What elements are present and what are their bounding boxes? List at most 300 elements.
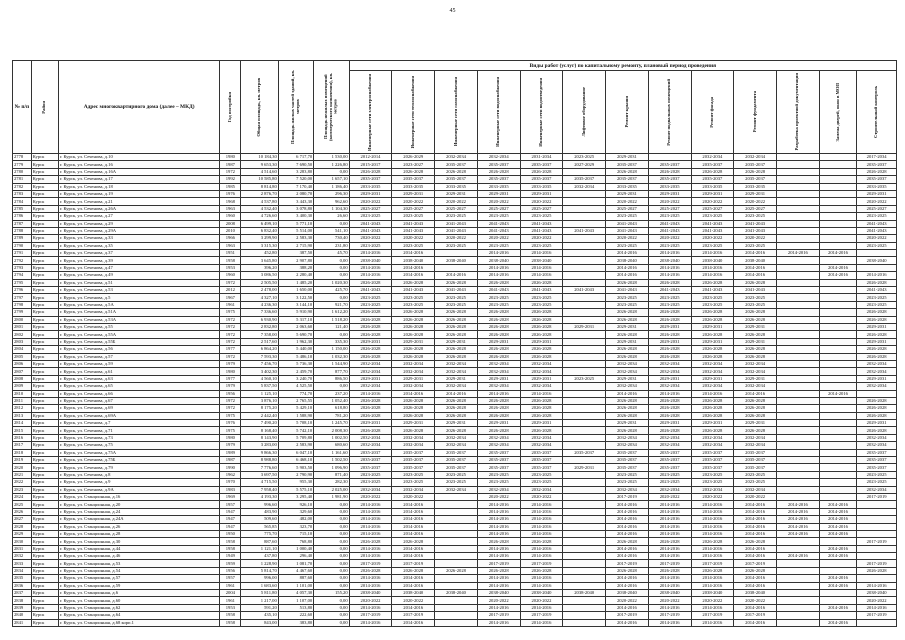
cell-total-area: 7 336,60 — [241, 309, 279, 316]
cell-nonliving-area: 0,00 — [314, 619, 349, 626]
cell-work-period: 2014-2016 — [734, 604, 777, 611]
cell-work-period — [776, 582, 819, 589]
cell-work-period: 2026-2028 — [691, 538, 734, 545]
cell-work-period: 2014-2016 — [520, 575, 563, 582]
cell-nonliving-area: 0,00 — [314, 220, 349, 227]
cell-work-period: 2023-2025 — [392, 294, 435, 301]
cell-work-period: 2032-2034 — [648, 383, 691, 390]
cell-year: 1967 — [220, 294, 241, 301]
cell-district: Курск — [31, 405, 58, 412]
cell-total-area: 775,70 — [241, 530, 279, 537]
cell-work-period: 2023-2025 — [477, 471, 520, 478]
cell-living-area: 5 317,10 — [278, 316, 313, 323]
cell-work-period: 2014-2016 — [349, 523, 392, 530]
cell-district: Курск — [31, 590, 58, 597]
cell-nonliving-area: 2 008,30 — [314, 427, 349, 434]
cell-work-period — [776, 264, 819, 271]
cell-nonliving-area: 231,80 — [314, 242, 349, 249]
cell-work-period: 2014-2016 — [477, 272, 520, 279]
cell-work-period: 2035-2037 — [734, 161, 777, 168]
cell-work-period: 2041-2043 — [349, 220, 392, 227]
cell-work-period — [776, 205, 819, 212]
cell-work-period: 2041-2043 — [392, 227, 435, 234]
cell-work-period: 2032-2034 — [734, 486, 777, 493]
cell-work-period: 2029-2031 — [520, 375, 563, 382]
cell-work-period: 2026-2028 — [648, 567, 691, 574]
cell-work-period: 2026-2028 — [520, 316, 563, 323]
cell-address: г. Курск, ул. Сеченова, д.10 — [58, 154, 220, 161]
cell-work-period — [776, 272, 819, 279]
cell-num: 2815 — [13, 427, 32, 434]
table-row — [13, 567, 897, 574]
cell-work-period: 2017-2019 — [606, 560, 649, 567]
cell-work-period: 2038-2040 — [734, 257, 777, 264]
cell-work-period: 2014-2016 — [520, 530, 563, 537]
cell-work-period — [776, 190, 819, 197]
cell-work-period: 2014-2016 — [392, 604, 435, 611]
cell-work-period — [819, 161, 857, 168]
cell-work-period: 2026-2028 — [349, 331, 392, 338]
cell-address: г. Курск, ул. Сеченова, д.65 — [58, 383, 220, 390]
cell-total-area: 4 514,60 — [241, 168, 279, 175]
cell-work-period — [435, 582, 478, 589]
cell-work-period — [563, 220, 606, 227]
cell-work-period: 2026-2028 — [435, 168, 478, 175]
cell-work-period: 2029-2031 — [857, 420, 897, 427]
cell-district: Курск — [31, 530, 58, 537]
cell-work-period: 2023-2027 — [392, 161, 435, 168]
cell-work-period — [776, 161, 819, 168]
cell-work-period: 2014-2016 — [349, 530, 392, 537]
cell-nonliving-area: 0,00 — [314, 383, 349, 390]
cell-work-period: 2014-2016 — [691, 250, 734, 257]
cell-work-period: 2014-2016 — [819, 250, 857, 257]
cell-work-period: 2026-2028 — [857, 279, 897, 286]
cell-district: Курск — [31, 287, 58, 294]
cell-work-period: 2014-2016 — [857, 272, 897, 279]
cell-work-period — [563, 575, 606, 582]
cell-work-period: 2033-2035 — [477, 183, 520, 190]
cell-year: 1957 — [220, 501, 241, 508]
cell-work-period: 2032-2034 — [691, 486, 734, 493]
cell-work-period — [819, 412, 857, 419]
cell-work-period — [563, 612, 606, 619]
cell-total-area: 887,60 — [241, 538, 279, 545]
cell-work-period: 2023-2025 — [435, 479, 478, 486]
cell-work-period: 2032-2034 — [435, 442, 478, 449]
cell-address: г. Курск, ул. Сеченова, д.47 — [58, 264, 220, 271]
cell-work-period: 2026-2028 — [606, 309, 649, 316]
cell-work-period: 2026-2028 — [734, 331, 777, 338]
cell-work-period — [776, 405, 819, 412]
cell-num: 2829 — [13, 530, 32, 537]
cell-work-period: 2015-2017 — [349, 161, 392, 168]
cell-num: 2801 — [13, 323, 32, 330]
cell-living-area: 1 101,00 — [278, 582, 313, 589]
cell-district: Курск — [31, 545, 58, 552]
cell-work-period: 2023-2025 — [606, 294, 649, 301]
cell-work-period: 2014-2016 — [392, 501, 435, 508]
cell-living-area: 3 443,30 — [278, 198, 313, 205]
cell-nonliving-area: 296,30 — [314, 190, 349, 197]
cell-work-period: 2026-2028 — [734, 427, 777, 434]
cell-work-period: 2014-2016 — [606, 501, 649, 508]
capital-repair-schedule-table — [12, 60, 897, 627]
col-header-work-0: Инженерные сети электроснабжения — [349, 71, 392, 154]
cell-district: Курск — [31, 168, 58, 175]
table-row — [13, 553, 897, 560]
col-header-works-group: Виды работ (услуг) по капитальному ремонту, плановый период проведения — [349, 61, 896, 71]
cell-district: Курск — [31, 264, 58, 271]
cell-work-period: 2041-2043 — [691, 220, 734, 227]
cell-work-period: 2026-2028 — [477, 427, 520, 434]
cell-work-period: 2023-2025 — [520, 242, 563, 249]
cell-work-period: 2014-2016 — [819, 553, 857, 560]
cell-year: 1947 — [220, 523, 241, 530]
cell-work-period: 2026-2028 — [606, 353, 649, 360]
cell-nonliving-area: 1 002,50 — [314, 434, 349, 441]
cell-work-period: 2029-2031 — [648, 375, 691, 382]
cell-work-period: 2020-2022 — [477, 493, 520, 500]
cell-work-period: 2026-2028 — [520, 279, 563, 286]
cell-work-period: 2029-2031 — [477, 375, 520, 382]
cell-work-period: 2026-2028 — [691, 405, 734, 412]
cell-work-period: 2035-2037 — [606, 457, 649, 464]
cell-work-period — [857, 501, 897, 508]
cell-num: 2840 — [13, 612, 32, 619]
cell-nonliving-area: 45,70 — [314, 250, 349, 257]
cell-work-period — [435, 538, 478, 545]
cell-work-period — [819, 612, 857, 619]
cell-work-period: 2014-2016 — [392, 516, 435, 523]
cell-work-period: 2020-2022 — [435, 235, 478, 242]
cell-nonliving-area: 1 530,00 — [314, 154, 349, 161]
cell-address: г. Курск, ул. Сеченова, д.17 — [58, 176, 220, 183]
cell-work-period: 2014-2016 — [734, 264, 777, 271]
cell-work-period — [563, 397, 606, 404]
cell-work-period: 2032-2034 — [349, 383, 392, 390]
cell-district: Курск — [31, 220, 58, 227]
cell-work-period: 2035-2037 — [392, 176, 435, 183]
cell-work-period: 2014-2016 — [819, 575, 857, 582]
cell-work-period — [563, 457, 606, 464]
table-row — [13, 545, 897, 552]
table-row — [13, 464, 897, 471]
cell-work-period: 2032-2034 — [648, 442, 691, 449]
cell-work-period: 2025-2027 — [477, 205, 520, 212]
cell-num: 2802 — [13, 331, 32, 338]
cell-work-period: 2032-2034 — [857, 434, 897, 441]
cell-year: 1977 — [220, 346, 241, 353]
col-header-work-11: Замена дверей, окон в МОП — [819, 71, 857, 154]
cell-num: 2806 — [13, 360, 32, 367]
cell-work-period: 2023-2025 — [734, 213, 777, 220]
cell-work-period: 2035-2037 — [477, 464, 520, 471]
cell-work-period: 2026-2028 — [648, 412, 691, 419]
cell-work-period: 2014-2016 — [819, 390, 857, 397]
cell-work-period — [563, 604, 606, 611]
cell-year: 1953 — [220, 264, 241, 271]
cell-work-period: 2014-2016 — [648, 575, 691, 582]
cell-work-period — [776, 538, 819, 545]
cell-address: г. Курск, ул. Сеченова, д.51 — [58, 279, 220, 286]
cell-year: 1961 — [220, 597, 241, 604]
cell-living-area: 774,70 — [278, 390, 313, 397]
cell-work-period: 2020-2022 — [520, 235, 563, 242]
cell-year: 1985 — [220, 183, 241, 190]
cell-work-period: 2026-2028 — [734, 309, 777, 316]
cell-work-period: 2026-2028 — [392, 353, 435, 360]
cell-work-period: 2014-2016 — [477, 250, 520, 257]
cell-nonliving-area: 237,20 — [314, 390, 349, 397]
cell-address: г. Курск, ул. Станционная, д.24 — [58, 508, 220, 515]
cell-num: 2781 — [13, 176, 32, 183]
cell-work-period: 2026-2028 — [734, 567, 777, 574]
cell-work-period: 2029-2031 — [520, 190, 563, 197]
cell-work-period: 2041-2043 — [691, 287, 734, 294]
cell-num: 2800 — [13, 316, 32, 323]
cell-work-period: 2023-2025 — [435, 471, 478, 478]
cell-total-area: 4 537,80 — [241, 198, 279, 205]
cell-total-area: 2 505,50 — [241, 279, 279, 286]
cell-district: Курск — [31, 523, 58, 530]
cell-work-period: 2023-2025 — [349, 479, 392, 486]
cell-work-period: 2020-2022 — [477, 235, 520, 242]
cell-work-period: 2035-2037 — [648, 161, 691, 168]
cell-district: Курск — [31, 449, 58, 456]
cell-living-area: 4 525,50 — [278, 383, 313, 390]
cell-work-period: 2032-2034 — [435, 360, 478, 367]
cell-work-period: 2014-2016 — [477, 516, 520, 523]
cell-address: г. Курск, ул. Сеченова, д.26А — [58, 205, 220, 212]
cell-work-period: 2023-2025 — [435, 213, 478, 220]
cell-year: 1966 — [220, 235, 241, 242]
cell-living-area: 1 650,00 — [278, 287, 313, 294]
cell-work-period: 2026-2028 — [606, 346, 649, 353]
cell-work-period — [563, 523, 606, 530]
cell-work-period: 2014-2016 — [520, 501, 563, 508]
cell-work-period: 2026-2028 — [648, 316, 691, 323]
cell-work-period: 2033-2035 — [691, 183, 734, 190]
cell-work-period: 2014-2016 — [819, 501, 857, 508]
cell-work-period — [776, 242, 819, 249]
table-row — [13, 161, 897, 168]
cell-work-period: 2012-2014 — [349, 154, 392, 161]
cell-work-period: 2026-2028 — [435, 316, 478, 323]
cell-nonliving-area: 1 518,20 — [314, 316, 349, 323]
table-row — [13, 198, 897, 205]
cell-work-period: 2029-2031 — [349, 375, 392, 382]
cell-address: г. Курск, ул. Сеченова, д.49 — [58, 272, 220, 279]
cell-work-period: 2029-2031 — [691, 190, 734, 197]
cell-work-period: 2026-2028 — [349, 412, 392, 419]
cell-num: 2797 — [13, 294, 32, 301]
cell-work-period — [563, 501, 606, 508]
cell-work-period: 2032-2034 — [477, 360, 520, 367]
cell-district: Курск — [31, 619, 58, 626]
cell-work-period — [776, 479, 819, 486]
cell-living-area: 1 962,30 — [278, 338, 313, 345]
cell-work-period: 2032-2034 — [606, 486, 649, 493]
cell-work-period — [435, 619, 478, 626]
cell-address: г. Курск, ул. Станционная, д.26 — [58, 523, 220, 530]
cell-work-period: 2035-2037 — [435, 457, 478, 464]
cell-work-period: 2014-2016 — [691, 619, 734, 626]
cell-year: 1970 — [220, 479, 241, 486]
cell-num: 2838 — [13, 597, 32, 604]
cell-nonliving-area: 618,80 — [314, 405, 349, 412]
col-header-work-3: Инженерные сети водоснабжения — [477, 71, 520, 154]
cell-total-area: 452,80 — [241, 250, 279, 257]
cell-work-period — [857, 516, 897, 523]
cell-work-period: 2014-2016 — [349, 604, 392, 611]
cell-work-period: 2014-2016 — [606, 516, 649, 523]
cell-district: Курск — [31, 338, 58, 345]
cell-work-period: 2029-2031 — [857, 338, 897, 345]
cell-work-period: 2041-2043 — [734, 287, 777, 294]
cell-work-period: 2014-2016 — [691, 575, 734, 582]
cell-work-period: 2023-2025 — [520, 301, 563, 308]
cell-work-period — [819, 368, 857, 375]
cell-work-period: 2035-2037 — [648, 176, 691, 183]
cell-work-period: 2023-2025 — [392, 301, 435, 308]
cell-work-period — [776, 545, 819, 552]
cell-work-period: 2035-2037 — [606, 161, 649, 168]
cell-address: г. Курск, ул. Станционная, д.60 — [58, 597, 220, 604]
cell-work-period: 2014-2016 — [606, 553, 649, 560]
cell-work-period: 2023-2025 — [392, 471, 435, 478]
cell-work-period: 2014-2016 — [691, 523, 734, 530]
cell-address: г. Курск, ул. Станционная, д.6 — [58, 590, 220, 597]
cell-work-period: 2014-2016 — [477, 264, 520, 271]
cell-work-period: 2017-2019 — [520, 560, 563, 567]
cell-work-period: 2026-2028 — [349, 397, 392, 404]
cell-living-area: 2 790,90 — [278, 471, 313, 478]
cell-work-period — [819, 464, 857, 471]
cell-nonliving-area: 871,40 — [314, 471, 349, 478]
cell-nonliving-area: 1 502,50 — [314, 457, 349, 464]
cell-address: г. Курск, ул. Сеченова, д.69 — [58, 405, 220, 412]
cell-district: Курск — [31, 604, 58, 611]
cell-num: 2782 — [13, 183, 32, 190]
cell-work-period — [776, 346, 819, 353]
cell-address: г. Курск, ул. Сеченова, д.16А — [58, 168, 220, 175]
cell-work-period — [819, 590, 857, 597]
cell-year: 1987 — [220, 457, 241, 464]
cell-year: 1958 — [220, 545, 241, 552]
cell-work-period: 2041-2043 — [435, 287, 478, 294]
cell-work-period: 2026-2028 — [349, 279, 392, 286]
cell-work-period: 2014-2016 — [435, 390, 478, 397]
cell-address: г. Курск, ул. Сеченова, д.73 — [58, 434, 220, 441]
cell-work-period — [857, 523, 897, 530]
cell-work-period: 2026-2028 — [606, 567, 649, 574]
cell-work-period: 2023-2025 — [734, 479, 777, 486]
cell-work-period — [435, 530, 478, 537]
cell-work-period: 2032-2034 — [392, 442, 435, 449]
cell-work-period: 2020-2022 — [691, 235, 734, 242]
cell-work-period: 2026-2028 — [520, 427, 563, 434]
cell-work-period — [776, 227, 819, 234]
cell-work-period: 2032-2034 — [520, 368, 563, 375]
cell-nonliving-area: 155,20 — [314, 590, 349, 597]
cell-work-period: 2023-2025 — [734, 301, 777, 308]
cell-nonliving-area: 282,30 — [314, 479, 349, 486]
cell-num: 2785 — [13, 205, 32, 212]
cell-work-period: 2029-2031 — [691, 338, 734, 345]
cell-work-period: 2035-2037 — [734, 464, 777, 471]
cell-work-period: 2023-2025 — [691, 471, 734, 478]
cell-work-period: 2026-2028 — [435, 346, 478, 353]
cell-work-period — [857, 553, 897, 560]
cell-address: г. Курск, ул. Сеченова, д.27 — [58, 213, 220, 220]
cell-work-period: 2026-2028 — [648, 346, 691, 353]
cell-district: Курск — [31, 567, 58, 574]
cell-total-area: 7 490,20 — [241, 420, 279, 427]
cell-num: 2818 — [13, 449, 32, 456]
cell-work-period: 2041-2043 — [520, 287, 563, 294]
cell-work-period — [819, 227, 857, 234]
cell-address: г. Курск, ул. Сеченова, д.53А — [58, 316, 220, 323]
cell-work-period: 2026-2028 — [691, 397, 734, 404]
cell-work-period — [435, 516, 478, 523]
cell-work-period: 2032-2034 — [734, 383, 777, 390]
cell-work-period: 2023-2025 — [648, 213, 691, 220]
cell-work-period: 2026-2028 — [606, 427, 649, 434]
cell-work-period — [563, 479, 606, 486]
cell-work-period: 2026-2028 — [477, 567, 520, 574]
cell-work-period: 2026-2028 — [691, 309, 734, 316]
cell-work-period: 2017-2019 — [857, 612, 897, 619]
cell-work-period: 2020-2022 — [520, 597, 563, 604]
cell-work-period: 2026-2028 — [734, 279, 777, 286]
cell-work-period: 2014-2016 — [776, 516, 819, 523]
cell-work-period: 2041-2043 — [477, 227, 520, 234]
cell-work-period: 2023-2025 — [606, 479, 649, 486]
cell-total-area: 5 811,80 — [241, 590, 279, 597]
cell-total-area: 996,60 — [241, 501, 279, 508]
cell-work-period: 2035-2037 — [563, 449, 606, 456]
cell-district: Курск — [31, 154, 58, 161]
cell-address: г. Курск, ул. Сеченова, д.55А — [58, 331, 220, 338]
cell-work-period: 2029-2031 — [349, 338, 392, 345]
cell-work-period: 2017-2019 — [734, 560, 777, 567]
cell-address: г. Курск, ул. Сеченова, д.57 — [58, 353, 220, 360]
cell-work-period: 2014-2016 — [606, 523, 649, 530]
cell-living-area: 387,50 — [278, 250, 313, 257]
cell-total-area: 8 175,20 — [241, 405, 279, 412]
cell-district: Курск — [31, 183, 58, 190]
cell-work-period: 2026-2028 — [392, 316, 435, 323]
cell-work-period — [776, 375, 819, 382]
cell-year: 1990 — [220, 464, 241, 471]
cell-work-period: 2041-2043 — [734, 220, 777, 227]
cell-work-period: 2014-2016 — [520, 619, 563, 626]
table-row — [13, 493, 897, 500]
cell-work-period: 2026-2028 — [392, 323, 435, 330]
cell-work-period: 2014-2016 — [477, 575, 520, 582]
cell-work-period: 2033-2035 — [734, 183, 777, 190]
cell-living-area: 1 107,00 — [278, 597, 313, 604]
cell-district: Курск — [31, 412, 58, 419]
cell-work-period: 2020-2022 — [349, 198, 392, 205]
cell-work-period — [819, 405, 857, 412]
cell-work-period: 2031-2034 — [520, 154, 563, 161]
cell-work-period — [563, 471, 606, 478]
cell-year: 2008 — [220, 220, 241, 227]
cell-work-period — [435, 264, 478, 271]
cell-work-period: 2032-2034 — [606, 442, 649, 449]
